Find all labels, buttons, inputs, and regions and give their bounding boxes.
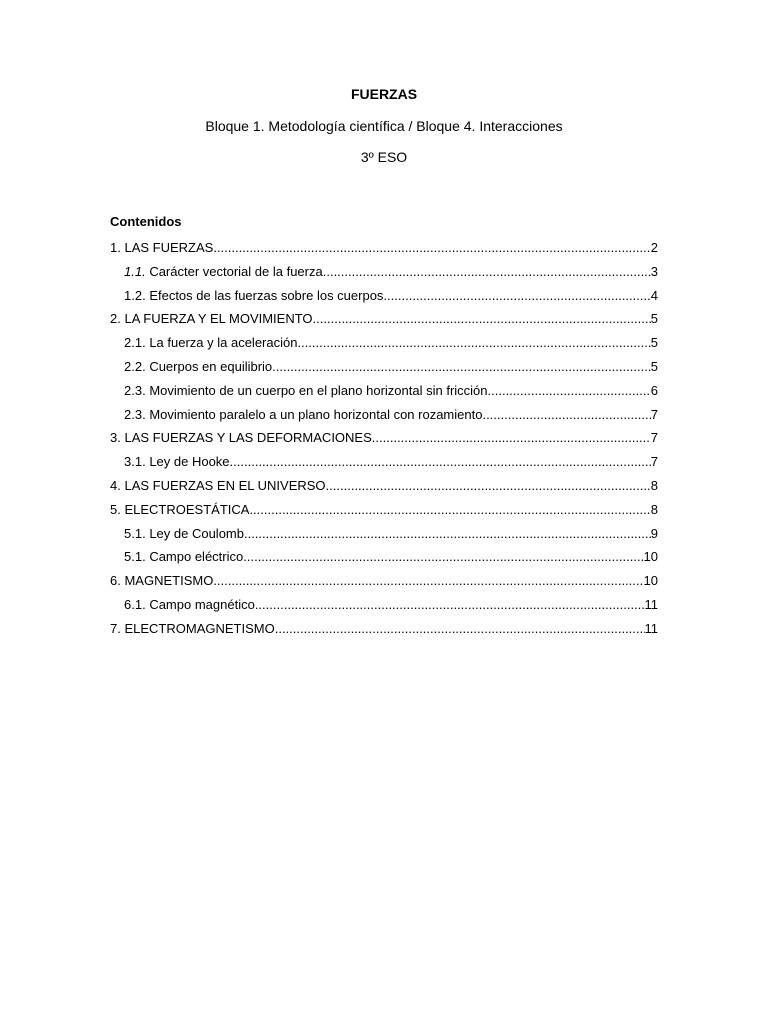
toc-entry[interactable] [110, 593, 658, 617]
toc-entry-number: 2.2. [124, 358, 146, 374]
toc-dot-leader [482, 403, 650, 427]
toc-entry-label [110, 569, 213, 593]
toc-dot-leader [275, 617, 645, 641]
toc-entry[interactable] [110, 617, 658, 641]
toc-entry-page: 5 [650, 335, 658, 351]
document-level: 3º ESO [360, 149, 408, 165]
toc-entry-title: MAGNETISMO [124, 573, 214, 589]
toc-dot-leader [323, 260, 651, 284]
toc-entry-number: 4. [110, 477, 121, 493]
toc-entry-title: LAS FUERZAS Y LAS DEFORMACIONES [124, 430, 372, 446]
toc-dot-leader [230, 450, 651, 474]
toc-entry[interactable] [110, 545, 658, 569]
toc-entry-label [110, 426, 372, 450]
toc-entry-number: 1.2. [124, 287, 146, 303]
toc-dot-leader [488, 379, 651, 403]
toc-entry[interactable] [110, 474, 658, 498]
toc-entry-number: 7. [110, 620, 121, 636]
toc-dot-leader [383, 284, 650, 308]
toc-entry-label [124, 545, 243, 569]
toc-entry-title: LA FUERZA Y EL MOVIMIENTO [124, 311, 313, 327]
toc-entry-title: ELECTROESTÁTICA [124, 501, 250, 517]
toc-entry-label [124, 379, 488, 403]
toc-entry[interactable] [110, 307, 658, 331]
toc-entry-title: ELECTROMAGNETISMO [124, 620, 275, 636]
toc-entry-page: 10 [643, 573, 658, 589]
document-subtitle: Bloque 1. Metodología científica / Bloque 4. Interacciones [205, 118, 563, 134]
toc-entry-title: Ley de Coulomb [149, 525, 244, 541]
toc-entry-page: 11 [644, 620, 658, 636]
toc-entry-number: 6. [110, 573, 121, 589]
toc-entry-number: 5.1. [124, 525, 146, 541]
toc-entry-title: LAS FUERZAS [124, 240, 214, 255]
toc-entry-page: 9 [650, 525, 658, 541]
toc-entry[interactable] [110, 569, 658, 593]
toc-entry-number: 5. [110, 501, 121, 517]
toc-entry-page: 6 [650, 382, 658, 398]
toc-entry-title: Campo magnético [149, 596, 255, 612]
toc-entry-label [124, 593, 255, 617]
toc-entry-page: 7 [650, 430, 658, 446]
toc-entry-page: 3 [650, 263, 658, 279]
toc-entry-title: Carácter vectorial de la fuerza [149, 263, 323, 279]
toc-entry-title: LAS FUERZAS EN EL UNIVERSO [124, 477, 326, 493]
toc-entry-label [124, 355, 272, 379]
toc-dot-leader [249, 498, 650, 522]
toc-entry[interactable] [110, 260, 658, 284]
toc-entry-number: 1. [110, 240, 121, 255]
toc-entry[interactable] [110, 331, 658, 355]
toc-entry-number: 2.1. [124, 335, 146, 351]
toc-entry-number: 2. [110, 311, 121, 327]
toc-entry-title: Cuerpos en equilibrio [149, 358, 273, 374]
toc-entry[interactable] [110, 236, 658, 260]
toc-entry-page: 11 [644, 596, 658, 612]
toc-entry-number: 6.1. [124, 596, 146, 612]
toc-entry-label [110, 307, 313, 331]
toc-entry-label [110, 474, 326, 498]
toc-entry-page: 8 [650, 501, 658, 517]
toc-entry-label [110, 236, 213, 260]
toc-dot-leader [213, 236, 650, 260]
toc-entry-label [124, 450, 230, 474]
toc-entry-page: 7 [650, 406, 658, 422]
toc-entry-label [124, 403, 482, 427]
toc-entry-page: 8 [650, 477, 658, 493]
toc-entry-label [110, 617, 275, 641]
toc-dot-leader [243, 545, 643, 569]
toc-entry[interactable] [110, 498, 658, 522]
toc-entry-title: Movimiento de un cuerpo en el plano horizontal sin fricción [149, 382, 488, 398]
toc-dot-leader [244, 522, 651, 546]
toc-heading: Contenidos [110, 214, 182, 229]
toc-entry-page: 7 [650, 454, 658, 470]
toc-dot-leader [326, 474, 651, 498]
toc-entry[interactable] [110, 450, 658, 474]
toc-entry[interactable] [110, 379, 658, 403]
toc-entry-number: 2.3. [124, 382, 146, 398]
toc-entry-label [124, 284, 383, 308]
document-title: FUERZAS [350, 86, 418, 102]
toc-entry-title: Movimiento paralelo a un plano horizontal con rozamiento [149, 406, 483, 422]
toc-dot-leader [297, 331, 650, 355]
toc-dot-leader [272, 355, 651, 379]
toc-entry[interactable] [110, 426, 658, 450]
toc-dot-leader [213, 569, 643, 593]
toc-entry-page: 5 [650, 358, 658, 374]
toc-entry-number: 5.1. [124, 549, 146, 565]
toc-entry-number: 2.3. [124, 406, 146, 422]
toc-dot-leader [255, 593, 645, 617]
table-of-contents [110, 236, 658, 641]
toc-entry-title: Ley de Hooke [149, 454, 230, 470]
toc-entry-page: 5 [650, 311, 658, 327]
toc-entry-label [110, 498, 249, 522]
toc-entry-title: Efectos de las fuerzas sobre los cuerpos [149, 287, 384, 303]
toc-entry-page: 2 [650, 240, 658, 255]
toc-entry-title: La fuerza y la aceleración [149, 335, 298, 351]
toc-entry-label [124, 260, 323, 284]
toc-entry[interactable] [110, 403, 658, 427]
toc-entry-label [124, 522, 244, 546]
toc-entry-title: Campo eléctrico [149, 549, 244, 565]
toc-dot-leader [313, 307, 651, 331]
toc-entry-label [124, 331, 297, 355]
toc-entry[interactable] [110, 355, 658, 379]
toc-entry[interactable] [110, 284, 658, 308]
toc-dot-leader [372, 426, 651, 450]
toc-entry-page: 10 [643, 549, 658, 565]
toc-entry-number: 3.1. [124, 454, 146, 470]
toc-entry-number: 3. [110, 430, 121, 446]
toc-entry[interactable] [110, 522, 658, 546]
toc-entry-page: 4 [650, 287, 658, 303]
toc-entry-number: 1.1. [124, 263, 146, 279]
